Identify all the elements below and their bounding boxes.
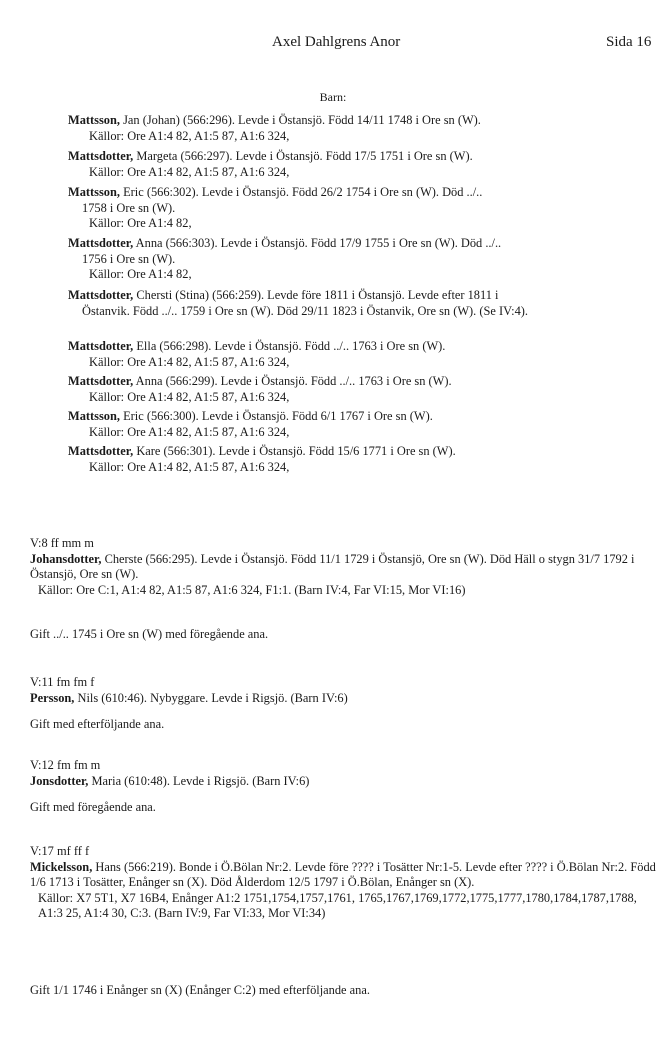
child-details: Eric (566:300). Levde i Östansjö. Född 6/1 1767 i Ore sn (W).	[119, 409, 433, 423]
page-header	[0, 34, 666, 56]
child-surname: Mattsdotter,	[68, 339, 134, 353]
child-source: Källor: Ore A1:4 82, A1:5 87, A1:6 324,	[89, 128, 290, 143]
child-surname: Mattsson,	[68, 185, 120, 199]
ancestor-entry	[30, 536, 662, 598]
ancestor-code: V:8 ff mm m	[30, 536, 94, 550]
child-surname: Mattsson,	[68, 113, 120, 127]
child-details-cont: Östanvik. Född ../.. 1759 i Ore sn (W). Död 29/11 1823 i Östanvik, Ore sn (W). (Se IV:4).	[82, 303, 529, 318]
child-source: Källor: Ore A1:4 82, A1:5 87, A1:6 324,	[89, 164, 290, 179]
child-details: Ella (566:298). Levde i Östansjö. Född ../.. 1763 i Ore sn (W).	[133, 339, 446, 353]
child-entry	[68, 444, 658, 475]
child-surname: Mattsdotter,	[68, 236, 134, 250]
child-details: Eric (566:302). Levde i Östansjö. Född 26/2 1754 i Ore sn (W). Död ../..	[119, 185, 483, 199]
child-source: Källor: Ore A1:4 82,	[89, 216, 192, 230]
ancestor-details: Maria (610:48). Levde i Rigsjö. (Barn IV:6)	[88, 773, 310, 788]
child-entry	[68, 288, 658, 319]
ancestor-code: V:12 fm fm m	[30, 758, 101, 772]
ancestor-source: Källor: Ore C:1, A1:4 82, A1:5 87, A1:6 324, F1:1. (Barn IV:4, Far VI:15, Mor VI:16)	[38, 582, 466, 597]
child-entry	[68, 149, 658, 180]
ancestor-details: Hans (566:219). Bonde i Ö.Bölan Nr:2. Levde före ???? i Tosätter Nr:1-5. Levde efter ???? i Ö.Bölan Nr:2. Född 1/6 1713 i Tosätter, Enånger sn (X). Död Ålderdom 12/5 1797 i Ö.Bölan, Enånger sn (X).	[30, 859, 656, 889]
child-source: Källor: Ore A1:4 82, A1:5 87, A1:6 324,	[89, 424, 290, 439]
child-details: Jan (Johan) (566:296). Levde i Östansjö. Född 14/11 1748 i Ore sn (W).	[119, 113, 481, 127]
child-surname: Mattsson,	[68, 409, 120, 423]
child-source: Källor: Ore A1:4 82, A1:5 87, A1:6 324,	[89, 389, 290, 404]
ancestor-code: V:17 mf ff f	[30, 844, 90, 858]
document-title: Axel Dahlgrens Anor	[272, 34, 401, 50]
child-details: Margeta (566:297). Levde i Östansjö. Född 17/5 1751 i Ore sn (W).	[133, 149, 473, 163]
marriage-note: Gift med föregående ana.	[30, 800, 156, 814]
child-surname: Mattsdotter,	[68, 444, 134, 458]
child-surname: Mattsdotter,	[68, 374, 134, 388]
ancestor-surname: Jonsdotter,	[30, 773, 89, 788]
child-details: Anna (566:299). Levde i Östansjö. Född ../.. 1763 i Ore sn (W).	[133, 374, 452, 388]
ancestor-entry	[30, 844, 662, 922]
child-entry	[68, 236, 658, 283]
child-details-cont: 1758 i Ore sn (W).	[82, 200, 176, 215]
child-details: Chersti (Stina) (566:259). Levde före 1811 i Östansjö. Levde efter 1811 i	[133, 288, 499, 302]
child-surname: Mattsdotter,	[68, 149, 134, 163]
marriage-note: Gift ../.. 1745 i Ore sn (W) med föregående ana.	[30, 627, 269, 641]
ancestor-entry	[30, 758, 662, 789]
ancestor-code: V:11 fm fm f	[30, 675, 95, 689]
ancestor-details: Cherste (566:295). Levde i Östansjö. Född 11/1 1729 i Östansjö, Ore sn (W). Död Häll o stygn 31/7 1792 i Östansjö, Ore sn (W).	[30, 551, 635, 581]
child-entry	[68, 374, 658, 405]
child-source: Källor: Ore A1:4 82, A1:5 87, A1:6 324,	[89, 459, 290, 474]
child-source: Källor: Ore A1:4 82,	[89, 267, 192, 281]
barn-heading: Barn:	[319, 90, 347, 104]
ancestor-details: Nils (610:46). Nybyggare. Levde i Rigsjö. (Barn IV:6)	[74, 690, 348, 705]
marriage-note: Gift 1/1 1746 i Enånger sn (X) (Enånger C:2) med efterföljande ana.	[30, 983, 370, 997]
child-entry	[68, 339, 658, 370]
child-entry	[68, 113, 658, 144]
ancestor-surname: Johansdotter,	[30, 551, 102, 566]
child-source: Källor: Ore A1:4 82, A1:5 87, A1:6 324,	[89, 354, 290, 369]
child-entry	[68, 409, 658, 440]
child-entry	[68, 185, 658, 232]
child-details: Kare (566:301). Levde i Östansjö. Född 15/6 1771 i Ore sn (W).	[133, 444, 456, 458]
child-surname: Mattsdotter,	[68, 288, 134, 302]
child-details-cont: 1756 i Ore sn (W).	[82, 251, 176, 266]
ancestor-surname: Mickelsson,	[30, 859, 93, 874]
ancestor-surname: Persson,	[30, 690, 75, 705]
page-number: Sida 16	[606, 34, 652, 50]
marriage-note: Gift med efterföljande ana.	[30, 717, 165, 731]
child-details: Anna (566:303). Levde i Östansjö. Född 17/9 1755 i Ore sn (W). Död ../..	[133, 236, 502, 250]
ancestor-source: Källor: X7 5T1, X7 16B4, Enånger A1:2 1751,1754,1757,1761, 1765,1767,1769,1772,1775,1777,1780,1784,1787,1788, A1:3 25, A1:4 30, C:3. (Barn IV:9, Far VI:33, Mor VI:34)	[38, 890, 637, 920]
ancestor-entry	[30, 675, 662, 706]
